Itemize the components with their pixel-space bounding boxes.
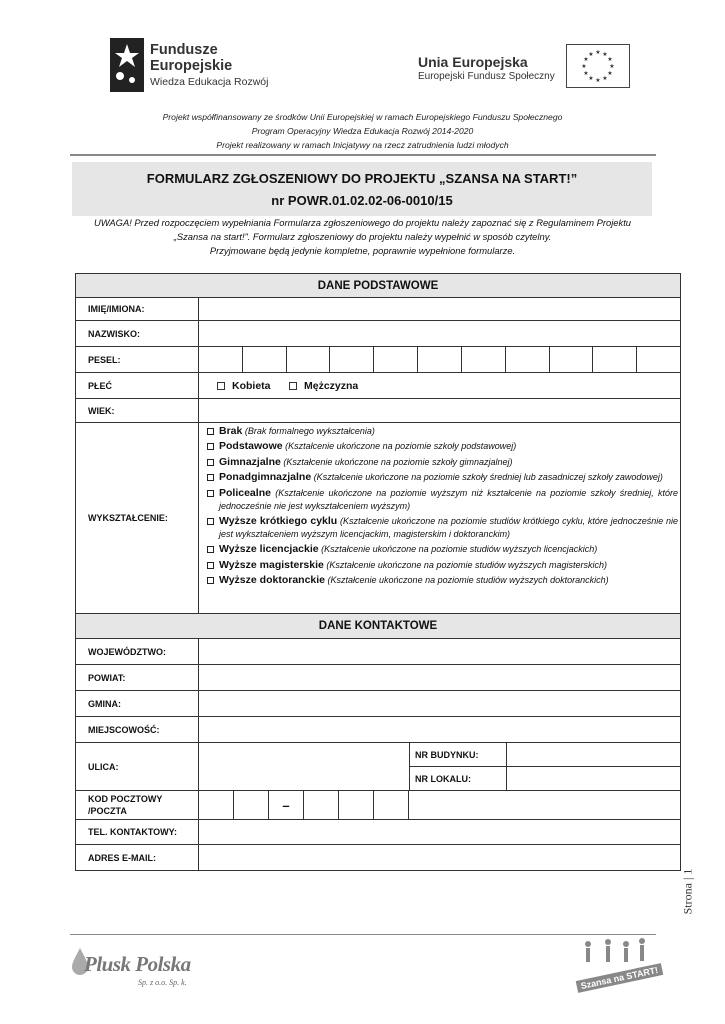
option-mezczyzna-label: Mężczyzna xyxy=(304,379,359,392)
pesel-digit-cell[interactable] xyxy=(374,347,418,372)
option-kobieta[interactable] xyxy=(217,373,271,398)
label-imie: IMIĘ/IMIONA: xyxy=(76,298,199,320)
education-desc: (Kształcenie ukończone na poziomie studiów wyższych doktoranckich) xyxy=(325,575,609,586)
label-wiek: WIEK: xyxy=(76,399,199,422)
option-mezczyzna[interactable] xyxy=(289,373,358,398)
input-nr-budynku[interactable] xyxy=(507,743,680,767)
education-name: Brak xyxy=(219,425,243,437)
checkbox-icon[interactable] xyxy=(207,518,214,525)
form-title-line1: FORMULARZ ZGŁOSZENIOWY DO PROJEKTU „SZANSA NA START!” xyxy=(146,171,578,186)
label-gmina: GMINA: xyxy=(76,691,199,716)
postal-dash: – xyxy=(269,791,304,819)
pesel-digit-cell[interactable] xyxy=(462,347,506,372)
education-desc: (Brak formalnego wykształcenia) xyxy=(242,426,375,436)
label-plec: PŁEĆ xyxy=(76,373,199,398)
fe-program-name: Wiedza Edukacja Rozwój xyxy=(150,76,269,88)
project-intro xyxy=(0,110,725,152)
row-gmina xyxy=(76,691,680,717)
notice-line: UWAGA! Przed rozpoczęciem wypełniania Formularza zgłoszeniowego do projektu należy zapoznać się z Regulaminem Projektu xyxy=(93,217,632,228)
label-nazwisko: NAZWISKO: xyxy=(76,321,199,346)
intro-line: Program Operacyjny Wiedza Edukacja Rozwój 2014-2020 xyxy=(251,126,474,136)
plec-options xyxy=(199,373,680,398)
row-wiek xyxy=(76,399,680,423)
postal-digit-cell[interactable] xyxy=(374,791,409,819)
checkbox-icon[interactable] xyxy=(207,490,214,497)
plusk-name: Plusk Polska xyxy=(84,952,191,976)
label-powiat: POWIAT: xyxy=(76,665,199,690)
application-form xyxy=(75,273,681,871)
notice-line: Przyjmowane będą jedynie kompletne, poprawnie wypełnione formularze. xyxy=(209,245,516,256)
section-header-contact: DANE KONTAKTOWE xyxy=(76,614,680,639)
row-pesel xyxy=(76,347,680,373)
education-desc: (Kształcenie ukończone na poziomie studiów wyższych magisterskich) xyxy=(323,559,607,570)
pesel-cells xyxy=(199,347,680,372)
education-name: Wyższe magisterskie xyxy=(219,558,324,571)
education-option[interactable] xyxy=(207,425,678,438)
checkbox-icon[interactable] xyxy=(207,546,214,553)
svg-text:★: ★ xyxy=(588,51,594,58)
svg-text:★: ★ xyxy=(607,70,613,77)
row-nazwisko xyxy=(76,321,680,347)
pesel-digit-cell[interactable] xyxy=(199,347,243,372)
label-email: ADRES E-MAIL: xyxy=(76,845,199,870)
postal-digit-cell[interactable] xyxy=(199,791,234,819)
label-kod-line2: /POCZTA xyxy=(88,806,127,816)
header-divider xyxy=(70,154,656,156)
unia-europejska-logo xyxy=(418,44,630,90)
form-title xyxy=(72,162,652,216)
checkbox-icon[interactable] xyxy=(207,474,214,481)
fe-star-icon xyxy=(108,36,146,94)
label-kod-line1: KOD POCZTOWY xyxy=(88,794,163,804)
row-miejscowosc xyxy=(76,717,680,743)
fe-title-line1: Fundusze xyxy=(150,42,218,58)
label-miejscowosc: MIEJSCOWOŚĆ: xyxy=(76,717,199,742)
row-wyksztalcenie xyxy=(76,423,680,614)
row-kod-pocztowy xyxy=(76,791,680,820)
input-email[interactable] xyxy=(199,845,680,870)
intro-line: Projekt współfinansowany ze środków Unii Europejskiej w ramach Europejskiego Funduszu Społecznego xyxy=(162,112,563,122)
checkbox-icon[interactable] xyxy=(207,428,214,435)
szansa-logo-text: Szansa na START! xyxy=(576,963,663,993)
input-tel[interactable] xyxy=(199,820,680,844)
input-gmina[interactable] xyxy=(199,691,680,716)
pesel-digit-cell[interactable] xyxy=(418,347,462,372)
ulica-group xyxy=(199,743,680,790)
plusk-polska-logo xyxy=(70,942,200,994)
education-option[interactable] xyxy=(207,456,678,469)
education-name: Wyższe licencjackie xyxy=(219,543,319,556)
education-option[interactable] xyxy=(207,559,678,572)
education-desc: (Kształcenie ukończone na poziomie studiów krótkiego cyklu, które jednocześnie nie jest wykształceniem wyższym licencjackim, magisterskim i doktoranckim) xyxy=(219,515,679,539)
education-name: Ponadgimnazjalne xyxy=(219,471,312,484)
eu-flag-icon xyxy=(566,44,630,88)
svg-text:★: ★ xyxy=(583,70,589,77)
postal-digit-cell[interactable] xyxy=(304,791,339,819)
fe-title-line2: Europejskie xyxy=(150,58,233,74)
svg-text:★: ★ xyxy=(583,56,589,63)
input-powiat[interactable] xyxy=(199,665,680,690)
checkbox-icon[interactable] xyxy=(207,562,214,569)
szansa-na-start-logo xyxy=(570,938,660,994)
pesel-digit-cell[interactable] xyxy=(637,347,680,372)
pesel-digit-cell[interactable] xyxy=(330,347,374,372)
ue-fund-name: Europejski Fundusz Społeczny xyxy=(418,71,555,82)
ue-title: Unia Europejska xyxy=(418,54,528,70)
option-kobieta-label: Kobieta xyxy=(232,379,271,392)
notice xyxy=(0,216,725,258)
section-header-basic: DANE PODSTAWOWE xyxy=(76,274,680,298)
label-nr-lokalu: NR LOKALU: xyxy=(415,773,471,784)
checkbox-kobieta[interactable] xyxy=(217,382,225,390)
education-option[interactable] xyxy=(207,471,678,484)
svg-text:★: ★ xyxy=(595,77,601,84)
education-desc: (Kształcenie ukończone na poziomie wyższym niż kształcenie na poziomie szkoły średniej, które jednocześnie nie jest wykształceniem wyższym) xyxy=(219,487,678,511)
pesel-digit-cell[interactable] xyxy=(506,347,550,372)
education-option[interactable] xyxy=(207,574,678,587)
education-name: Podstawowe xyxy=(219,440,283,453)
input-nazwisko[interactable] xyxy=(199,321,680,346)
pesel-digit-cell[interactable] xyxy=(243,347,287,372)
row-plec xyxy=(76,373,680,399)
notice-line: „Szansa na start!”. Formularz zgłoszeniowy do projektu należy wypełnić w sposób czytelny. xyxy=(173,231,552,242)
education-option[interactable] xyxy=(207,515,678,541)
page-number xyxy=(680,862,703,922)
education-option[interactable] xyxy=(207,440,678,453)
row-ulica xyxy=(76,743,680,791)
row-powiat xyxy=(76,665,680,691)
svg-text:★: ★ xyxy=(588,75,594,82)
label-tel: TEL. KONTAKTOWY: xyxy=(76,820,199,844)
page-number-text: Strona | 1 xyxy=(680,868,695,915)
education-desc: (Kształcenie ukończone na poziomie szkoły średniej lub zasadniczej szkoły zawodowej) xyxy=(311,472,663,483)
row-wojewodztwo xyxy=(76,639,680,665)
svg-text:★: ★ xyxy=(602,75,608,82)
education-desc: (Kształcenie ukończone na poziomie szkoły gimnazjalnej) xyxy=(280,456,513,467)
checkbox-mezczyzna[interactable] xyxy=(289,382,297,390)
label-nr-budynku: NR BUDYNKU: xyxy=(410,743,506,767)
label-wojewodztwo: WOJEWÓDZTWO: xyxy=(76,639,199,664)
education-name: Wyższe doktoranckie xyxy=(219,574,326,587)
input-wiek[interactable] xyxy=(199,399,680,422)
checkbox-icon[interactable] xyxy=(207,577,214,584)
input-miejscowosc[interactable] xyxy=(199,717,680,742)
education-name: Policealne xyxy=(219,486,271,499)
svg-text:★: ★ xyxy=(581,63,587,70)
label-wyksztalcenie: WYKSZTAŁCENIE: xyxy=(76,423,199,613)
label-ulica: ULICA: xyxy=(76,743,199,790)
svg-text:★: ★ xyxy=(607,56,613,63)
plusk-legal-form: Sp. z o.o. Sp. k. xyxy=(138,978,187,987)
label-kod-pocztowy xyxy=(76,791,199,819)
postal-digit-cell[interactable] xyxy=(234,791,269,819)
intro-line: Projekt realizowany w ramach Inicjatywy na rzecz zatrudnienia ludzi młodych xyxy=(216,140,509,150)
row-email xyxy=(76,845,680,870)
education-option[interactable] xyxy=(207,487,678,513)
postal-digit-cell[interactable] xyxy=(339,791,374,819)
input-nr-lokalu[interactable] xyxy=(507,767,680,790)
row-imie xyxy=(76,298,680,321)
footer-divider xyxy=(70,934,656,935)
education-desc: (Kształcenie ukończone na poziomie studiów wyższych licencjackich) xyxy=(318,544,598,555)
checkbox-icon[interactable] xyxy=(207,443,214,450)
pesel-digit-cell[interactable] xyxy=(287,347,331,372)
svg-text:★: ★ xyxy=(602,51,608,58)
input-ulica[interactable] xyxy=(199,743,410,790)
checkbox-icon[interactable] xyxy=(207,459,214,466)
label-pesel: PESEL: xyxy=(76,347,199,372)
pesel-digit-cell[interactable] xyxy=(593,347,637,372)
education-options xyxy=(199,423,680,613)
education-option[interactable] xyxy=(207,543,678,556)
input-wojewodztwo[interactable] xyxy=(199,639,680,664)
fundusze-europejskie-logo xyxy=(108,36,278,96)
input-imie[interactable] xyxy=(199,298,680,320)
pesel-digit-cell[interactable] xyxy=(550,347,594,372)
kod-pocztowy-cells xyxy=(199,791,680,819)
svg-text:★: ★ xyxy=(609,63,615,70)
education-name: Wyższe krótkiego cyklu xyxy=(219,514,338,527)
form-title-line2: nr POWR.01.02.02-06-0010/15 xyxy=(271,193,453,208)
education-name: Gimnazjalne xyxy=(219,455,281,468)
svg-text:★: ★ xyxy=(595,49,601,56)
row-tel xyxy=(76,820,680,845)
education-desc: (Kształcenie ukończone na poziomie szkoły podstawowej) xyxy=(282,441,517,452)
